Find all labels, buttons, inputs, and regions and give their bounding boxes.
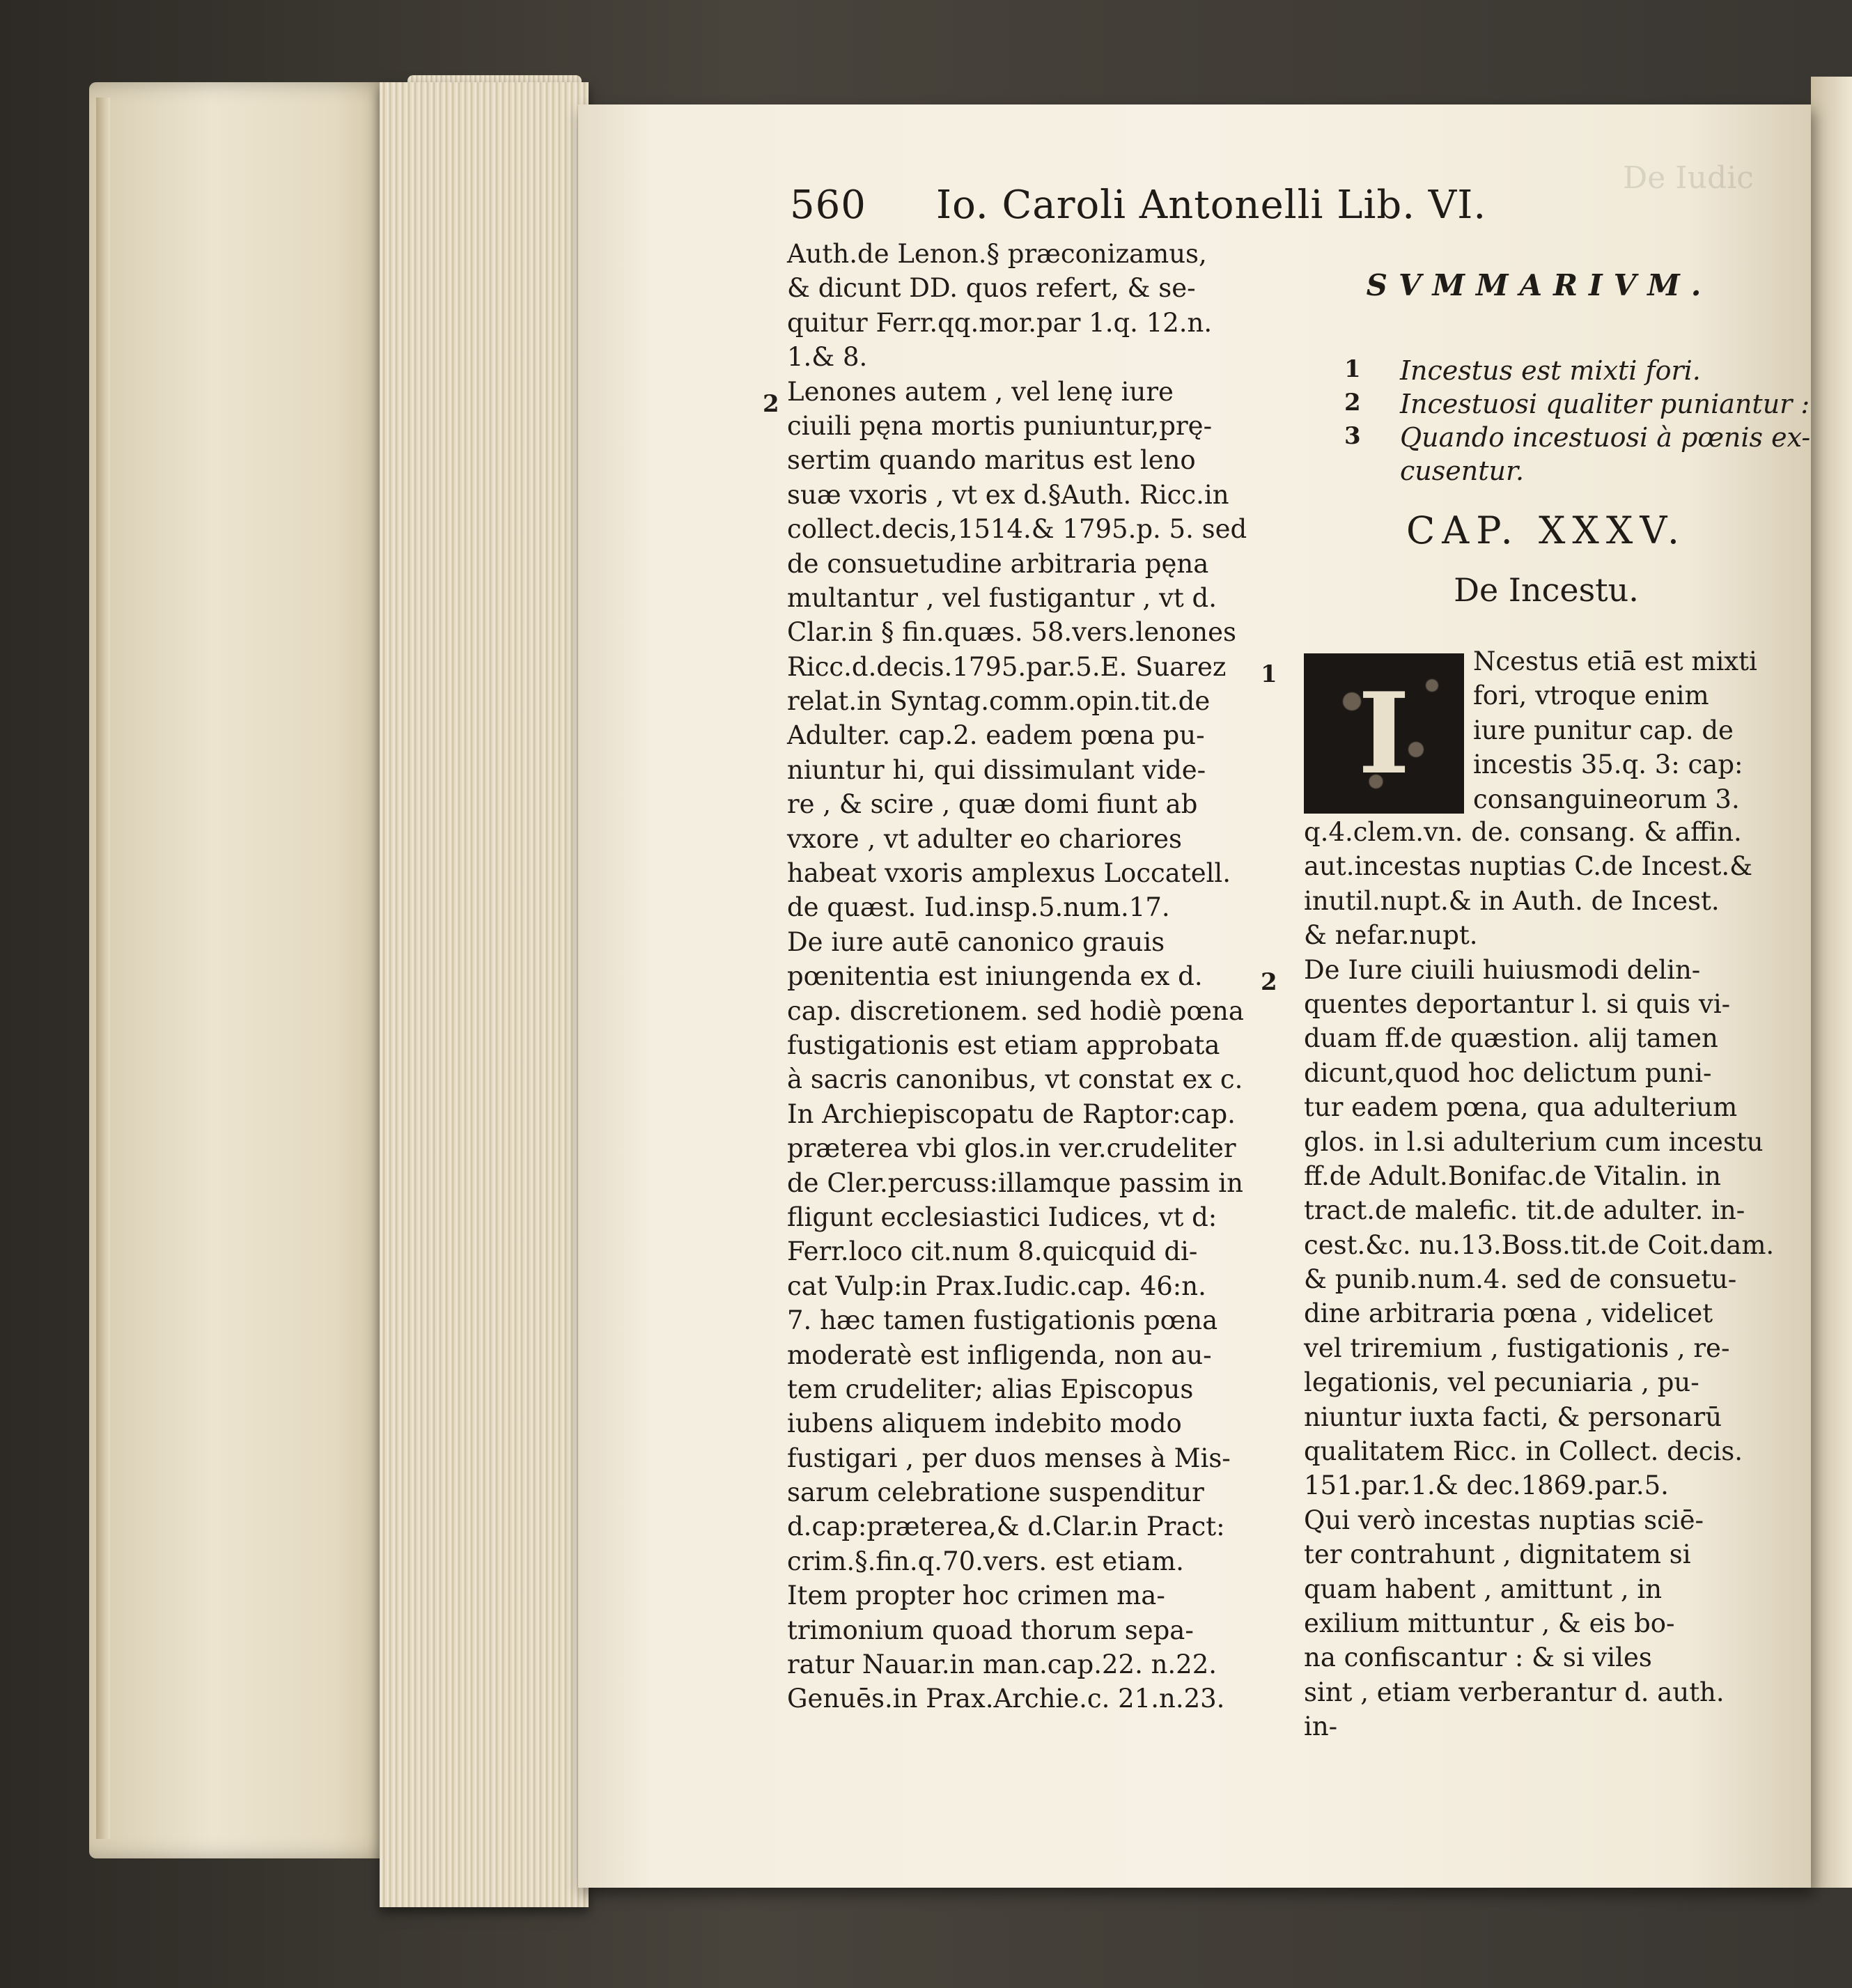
summarium-item-number: 3 xyxy=(1344,422,1361,450)
text-line: pœnitentia est iniungenda ex d. xyxy=(787,961,1203,992)
text-line: quitur Ferr.qq.mor.par 1.q. 12.n. xyxy=(787,307,1213,338)
text-line: iubens aliquem indebito modo xyxy=(787,1408,1182,1439)
text-line: 7. hæc tamen fustigationis pœna xyxy=(787,1305,1218,1336)
text-line: multantur , vel fustigantur , vt d. xyxy=(787,582,1217,613)
text-line: consanguineorum 3. xyxy=(1473,784,1740,814)
text-line: Genuēs.in Prax.Archie.c. 21.n.23. xyxy=(787,1684,1225,1714)
text-line: glos. in l.si adulterium cum incestu xyxy=(1304,1126,1764,1157)
text-line: cat Vulp:in Prax.Iudic.cap. 46:n. xyxy=(787,1271,1206,1301)
decorated-initial-letter: I xyxy=(1357,668,1410,799)
text-line: tem crudeliter; alias Episcopus xyxy=(787,1374,1194,1404)
text-line: sarum celebratione suspenditur xyxy=(787,1477,1204,1508)
text-line: à sacris canonibus, vt constat ex c. xyxy=(787,1064,1243,1095)
text-line: qualitatem Ricc. in Collect. decis. xyxy=(1304,1436,1743,1467)
left-margin-number: 2 xyxy=(763,390,779,418)
text-line: habeat vxoris amplexus Loccatell. xyxy=(787,858,1231,889)
text-line: Item propter hoc crimen ma- xyxy=(787,1581,1165,1611)
text-line: de consuetudine arbitraria pęna xyxy=(787,548,1209,579)
text-line: exilium mittuntur , & eis bo- xyxy=(1304,1608,1675,1638)
text-line: legationis, vel pecuniaria , pu- xyxy=(1304,1367,1699,1398)
cover-edge xyxy=(96,98,110,1839)
text-line: sint , etiam verberantur d. auth. xyxy=(1304,1677,1725,1707)
text-line: In Archiepiscopatu de Raptor:cap. xyxy=(787,1098,1236,1129)
page-stack xyxy=(380,82,589,1907)
text-line: q.4.clem.vn. de. consang. & affin. xyxy=(1304,817,1742,847)
summarium-item-number: 1 xyxy=(1344,355,1361,383)
text-line: d.cap:præterea,& d.Clar.in Pract: xyxy=(787,1512,1225,1542)
running-head xyxy=(790,183,1556,231)
text-line: de Cler.percuss:illamque passim in xyxy=(787,1167,1243,1198)
text-line: trimonium quoad thorum sepa- xyxy=(787,1615,1194,1645)
text-line: niuntur iuxta facti, & personarū xyxy=(1304,1401,1722,1432)
text-line: duam ff.de quæstion. alij tamen xyxy=(1304,1023,1718,1054)
text-line: crim.§.fin.q.70.vers. est etiam. xyxy=(787,1546,1184,1576)
text-line: fori, vtroque enim xyxy=(1473,681,1709,711)
text-line: moderatè est infligenda, non au- xyxy=(787,1339,1212,1370)
text-line: Clar.in § fin.quæs. 58.vers.lenones xyxy=(787,617,1236,648)
text-line: ter contrahunt , dignitatem si xyxy=(1304,1539,1691,1570)
chapter-margin-number-2: 2 xyxy=(1261,968,1277,996)
text-line: fligunt ecclesiastici Iudices, vt d: xyxy=(787,1202,1217,1232)
chapter-subtitle: De Incestu. xyxy=(1454,571,1639,609)
text-line: Adulter. cap.2. eadem pœna pu- xyxy=(787,720,1205,751)
text-line: ratur Nauar.in man.cap.22. n.22. xyxy=(787,1649,1217,1680)
text-line: Ncestus etiā est mixti xyxy=(1473,646,1757,676)
text-line: & punib.num.4. sed de consuetu- xyxy=(1304,1264,1737,1295)
text-line: Ricc.d.decis.1795.par.5.E. Suarez xyxy=(787,651,1227,682)
text-line: fustigari , per duos menses à Mis- xyxy=(787,1443,1231,1473)
text-line: in- xyxy=(1304,1711,1338,1742)
text-line: incestis 35.q. 3: cap: xyxy=(1473,750,1743,780)
summarium-item-text: Incestuosi qualiter puniantur : xyxy=(1400,389,1810,419)
facing-page-edge xyxy=(1811,77,1852,1888)
summarium-item-text: Quando incestuosi à pœnis ex- xyxy=(1400,422,1811,453)
left-column xyxy=(787,237,1261,1716)
right-column-beside-initial xyxy=(1473,644,1787,816)
facing-page-bleed-text: De Iudic xyxy=(1623,160,1754,196)
text-line: quam habent , amittunt , in xyxy=(1304,1574,1663,1604)
summarium-heading: SVMMARIVM. xyxy=(1366,268,1713,302)
chapter-margin-number-1: 1 xyxy=(1261,660,1277,688)
chapter-title: CAP. XXXV. xyxy=(1406,508,1687,552)
text-line: niuntur hi, qui dissimulant vide- xyxy=(787,754,1206,785)
text-line: Auth.de Lenon.§ præconizamus, xyxy=(787,239,1207,269)
page-number: 560 xyxy=(790,183,866,228)
text-line: suæ vxoris , vt ex d.§Auth. Ricc.in xyxy=(787,479,1229,510)
text-line: Qui verò incestas nuptias sciē- xyxy=(1304,1505,1704,1535)
text-line: quentes deportantur l. si quis vi- xyxy=(1304,988,1731,1019)
summarium-item-text: cusentur. xyxy=(1400,456,1525,486)
text-line: & nefar.nupt. xyxy=(1304,920,1478,951)
text-line: tur eadem pœna, qua adulterium xyxy=(1304,1092,1738,1123)
text-line: vxore , vt adulter eo chariores xyxy=(787,823,1182,854)
text-line: sertim quando maritus est leno xyxy=(787,445,1196,476)
text-line: collect.decis,1514.& 1795.p. 5. sed xyxy=(787,514,1247,545)
text-line: ff.de Adult.Bonifac.de Vitalin. in xyxy=(1304,1160,1721,1191)
summarium-item-number: 2 xyxy=(1344,389,1361,417)
text-line: 151.par.1.& dec.1869.par.5. xyxy=(1304,1470,1669,1501)
text-line: iure punitur cap. de xyxy=(1473,715,1734,745)
text-line: vel triremium , fustigationis , re- xyxy=(1304,1333,1730,1363)
decorated-initial xyxy=(1304,653,1464,814)
running-head-title: Io. Caroli Antonelli Lib. VI. xyxy=(936,183,1487,228)
text-line: dine arbitraria pœna , videlicet xyxy=(1304,1298,1713,1329)
text-line: cap. discretionem. sed hodiè pœna xyxy=(787,995,1244,1026)
text-line: Lenones autem , vel lenę iure xyxy=(787,376,1174,407)
text-line: dicunt,quod hoc delictum puni- xyxy=(1304,1057,1712,1088)
right-column xyxy=(1304,815,1784,1744)
text-line: fustigationis est etiam approbata xyxy=(787,1030,1220,1060)
text-line: cest.&c. nu.13.Boss.tit.de Coit.dam. xyxy=(1304,1229,1775,1260)
text-line: tract.de malefic. tit.de adulter. in- xyxy=(1304,1195,1745,1226)
text-line: de quæst. Iud.insp.5.num.17. xyxy=(787,892,1170,923)
text-line: De Iure ciuili huiusmodi delin- xyxy=(1304,954,1701,985)
book-cover xyxy=(89,82,396,1858)
text-line: ciuili pęna mortis puniuntur,prę- xyxy=(787,410,1213,441)
text-line: De iure autē canonico grauis xyxy=(787,926,1165,957)
text-line: aut.incestas nuptias C.de Incest.& xyxy=(1304,851,1753,882)
text-line: 1.& 8. xyxy=(787,342,868,373)
text-line: Ferr.loco cit.num 8.quicquid di- xyxy=(787,1236,1198,1267)
text-line: & dicunt DD. quos refert, & se- xyxy=(787,273,1196,304)
text-line: re , & scire , quæ domi fiunt ab xyxy=(787,789,1198,820)
text-line: na confiscantur : & si viles xyxy=(1304,1643,1652,1673)
summarium-item-text: Incestus est mixti fori. xyxy=(1400,355,1701,386)
text-line: præterea vbi glos.in ver.crudeliter xyxy=(787,1133,1236,1164)
text-line: inutil.nupt.& in Auth. de Incest. xyxy=(1304,885,1720,916)
text-line: relat.in Syntag.comm.opin.tit.de xyxy=(787,686,1211,717)
